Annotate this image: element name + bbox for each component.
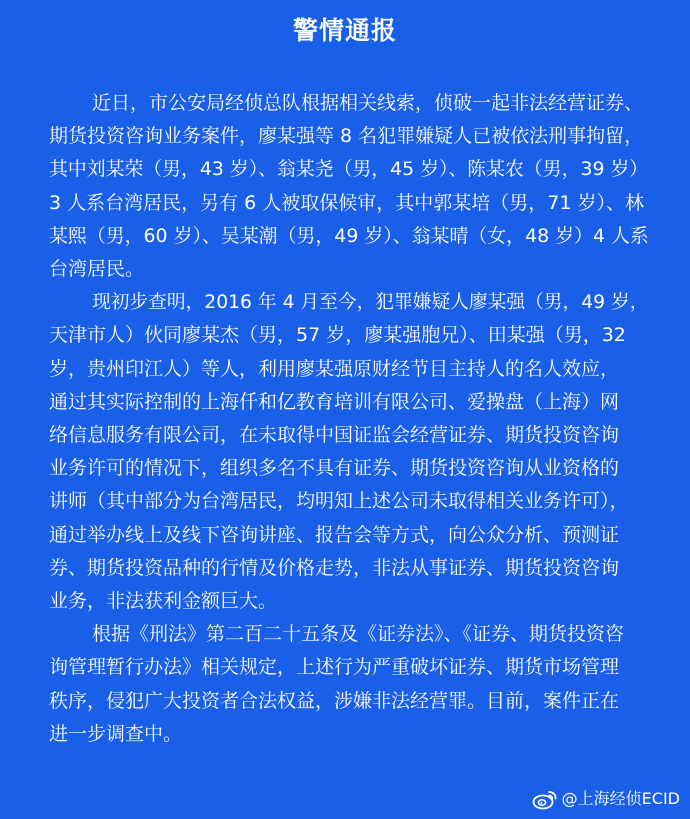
- text-line: 台湾居民。: [49, 258, 145, 281]
- text-line: 某熙（男，60 岁）、吴某潮（男，49 岁）、翁某晴（女，48 岁）4 人系: [49, 224, 649, 247]
- text-line: 近日，市公安局经侦总队根据相关线索，侦破一起非法经营证券、: [92, 92, 644, 114]
- text-line: 业务，非法获利金额巨大。: [49, 590, 278, 613]
- watermark-text: @上海经侦ECID: [561, 789, 680, 808]
- page-title: 警情通报: [292, 16, 397, 45]
- text-line: 券、期货投资品种的行情及价格走势，非法从事证券、期货投资咨询: [49, 556, 620, 579]
- text-line: 询管理暂行办法》相关规定，上述行为严重破坏证券、期货市场管理: [49, 656, 620, 679]
- weibo-icon: [532, 788, 558, 810]
- text-line: 其中刘某荣（男，43 岁）、翁某尧（男，45 岁）、陈某农（男，39 岁）: [49, 158, 649, 181]
- text-line: 期货投资咨询业务案件，廖某强等 8 名犯罪嫌疑人已被依法刑事拘留，: [49, 125, 644, 148]
- notice-body: [49, 87, 649, 751]
- text-line: 岁，贵州印江人）等人，利用廖某强原财经节目主持人的名人效应，: [49, 357, 620, 380]
- text-line: 进一步调查中。: [49, 722, 183, 745]
- text-line: 讲师（其中部分为台湾居民，均明知上述公司未取得相关业务许可），: [49, 490, 629, 513]
- text-line: 天津市人）伙同廖某杰（男，57 岁，廖某强胞兄）、田某强（男，32: [49, 324, 626, 347]
- text-line: 业务许可的情况下，组织多名不具有证券、期货投资咨询从业资格的: [49, 457, 620, 480]
- text-line: 根据《刑法》第二百二十五条及《证券法》、《证券、期货投资咨: [92, 623, 625, 646]
- text-line: 通过其实际控制的上海仟和亿教育培训有限公司、爱操盘（上海）网: [49, 390, 620, 413]
- text-line: 现初步查明，2016 年 4 月至今，犯罪嫌疑人廖某强（男，49 岁，: [92, 292, 649, 314]
- text-line: 3 人系台湾居民，另有 6 人被取保候审，其中郭某培（男，71 岁）、林: [49, 191, 645, 214]
- text-line: 络信息服务有限公司，在未取得中国证监会经营证券、期货投资咨询: [49, 424, 620, 447]
- text-line: 秩序，侵犯广大投资者合法权益，涉嫌非法经营罪。目前，案件正在: [49, 689, 620, 712]
- text-line: 通过举办线上及线下咨询讲座、报告会等方式，向公众分析、预测证: [49, 523, 620, 546]
- watermark: [532, 786, 680, 812]
